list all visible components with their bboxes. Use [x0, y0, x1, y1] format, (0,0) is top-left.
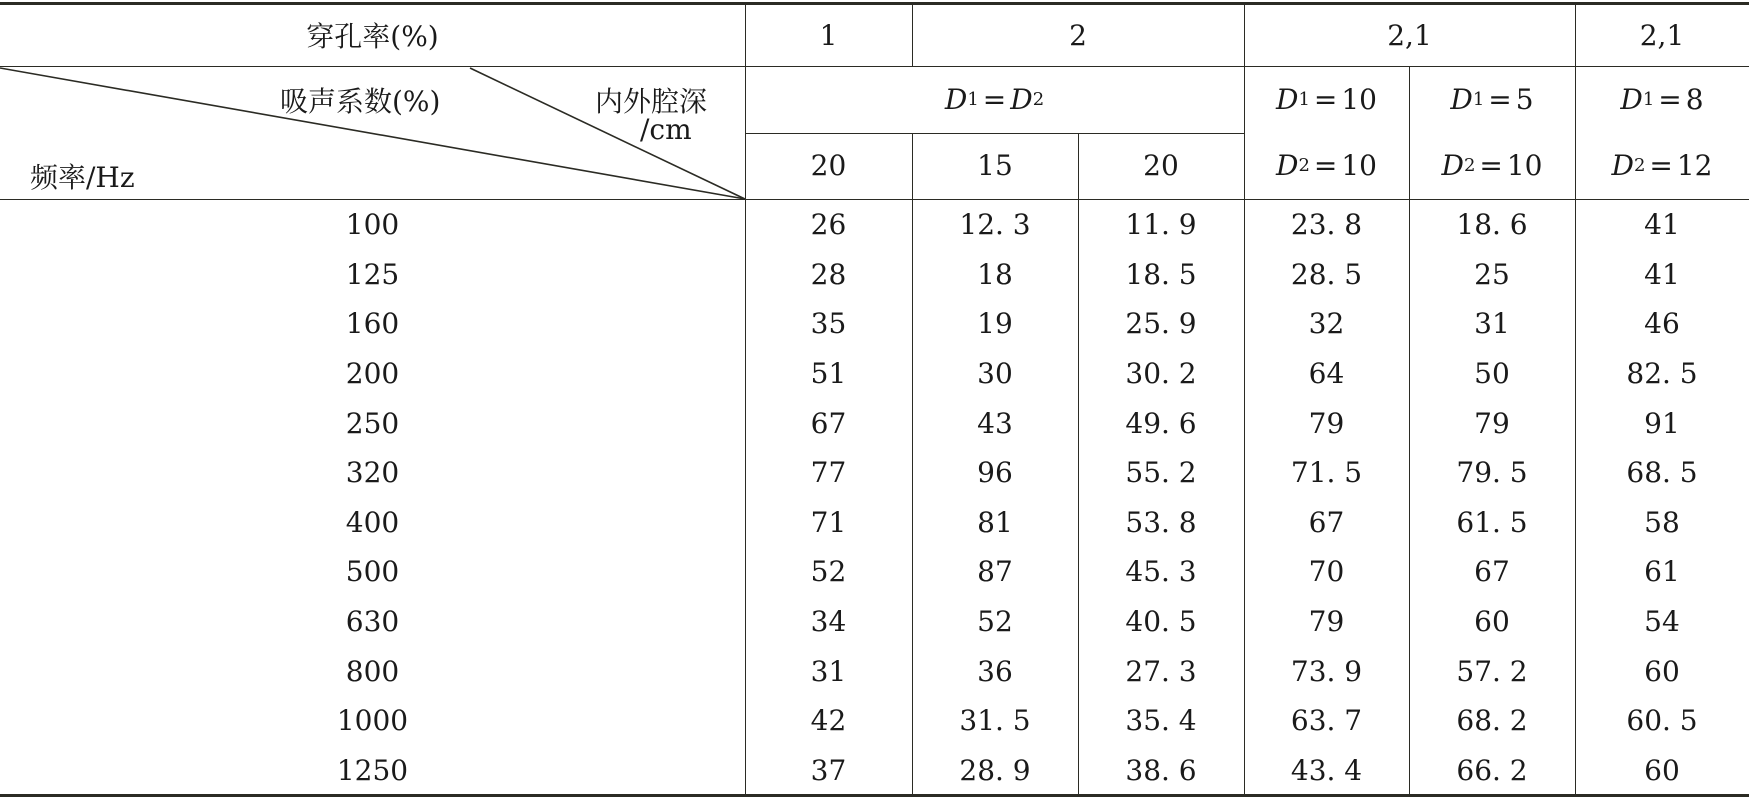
value-cell: 82. 5 [1626, 357, 1698, 391]
value-cell: 71 [810, 505, 847, 539]
frequency-cell: 160 [345, 307, 400, 341]
value-cell: 73. 9 [1290, 654, 1363, 688]
d-value: 10 [1506, 148, 1543, 182]
header-cavity-label: 内外腔深 [595, 85, 708, 118]
value-cell: 30 [977, 357, 1013, 391]
d2-symbol: D [1010, 82, 1033, 116]
value-cell: 91 [1644, 406, 1680, 440]
value-cell: 60 [1644, 753, 1680, 787]
value-cell: 64 [1308, 357, 1345, 391]
equals-sign: = [1479, 148, 1503, 182]
value-cell: 18. 5 [1125, 257, 1197, 291]
frequency-cell: 1000 [336, 704, 409, 738]
value-cell: 63. 7 [1290, 704, 1363, 738]
value-cell: 28 [810, 257, 847, 291]
frequency-cell: 320 [345, 456, 400, 490]
value-cell: 31 [1474, 307, 1510, 341]
frequency-cell: 125 [345, 257, 400, 291]
value-cell: 60 [1474, 605, 1510, 639]
value-cell: 35. 4 [1125, 704, 1197, 738]
value-cell: 27. 3 [1125, 654, 1197, 688]
equals-sign: = [1658, 82, 1682, 116]
value-cell: 61. 5 [1456, 505, 1528, 539]
value-cell: 58 [1644, 505, 1680, 539]
value-cell: 60 [1644, 654, 1680, 688]
value-cell: 70 [1308, 555, 1345, 589]
value-cell: 25 [1474, 257, 1510, 291]
value-cell: 23. 8 [1290, 208, 1363, 242]
value-cell: 43 [977, 406, 1013, 440]
value-cell: 12. 3 [959, 208, 1031, 242]
value-cell: 60. 5 [1626, 704, 1698, 738]
value-cell: 34 [810, 605, 847, 639]
value-cell: 54 [1644, 605, 1680, 639]
value-cell: 77 [810, 456, 847, 490]
header-perforation-label: 穿孔率(%) [306, 20, 439, 53]
value-cell: 67 [1308, 505, 1345, 539]
value-cell: 68. 5 [1626, 456, 1698, 490]
value-cell: 32 [1308, 307, 1345, 341]
equals-sign: = [1313, 82, 1338, 116]
frequency-cell: 630 [345, 605, 400, 639]
header-frequency-label: 频率/Hz [30, 161, 135, 194]
value-cell: 28. 5 [1290, 257, 1363, 291]
header-group-4: 2,1 [1639, 18, 1685, 52]
d1-symbol: D [944, 82, 968, 116]
value-cell: 31. 5 [959, 704, 1031, 738]
d-subscript: 1 [1642, 88, 1655, 110]
value-cell: 67 [810, 406, 847, 440]
value-cell: 46 [1644, 307, 1680, 341]
header-group-3: 2,1 [1387, 18, 1432, 52]
value-cell: 96 [977, 456, 1013, 490]
value-cell: 35 [810, 307, 847, 341]
value-cell: 87 [977, 555, 1013, 589]
d-subscript: 2 [1633, 154, 1646, 176]
d-value: 10 [1341, 82, 1377, 116]
value-cell: 67 [1474, 555, 1510, 589]
equals-sign: = [1488, 82, 1512, 116]
value-cell: 55. 2 [1125, 456, 1197, 490]
d-subscript: 2 [1463, 154, 1476, 176]
value-cell: 18 [977, 257, 1013, 291]
header-group-2: 2 [1069, 18, 1087, 52]
d1-subscript: 1 [967, 88, 979, 110]
value-cell: 26 [810, 208, 847, 242]
value-cell: 53. 8 [1125, 505, 1197, 539]
header-depth-2: 15 [977, 148, 1013, 182]
equals-sign: = [982, 82, 1007, 116]
value-cell: 40. 5 [1125, 605, 1197, 639]
value-cell: 81 [977, 505, 1013, 539]
value-cell: 61 [1644, 555, 1680, 589]
d-symbol: D [1611, 148, 1634, 182]
d-value: 12 [1676, 148, 1713, 182]
value-cell: 57. 2 [1456, 654, 1528, 688]
d-value: 8 [1685, 82, 1704, 116]
value-cell: 31 [810, 654, 847, 688]
d-symbol: D [1441, 148, 1464, 182]
value-cell: 25. 9 [1125, 307, 1197, 341]
value-cell: 11. 9 [1125, 208, 1197, 242]
frequency-cell: 500 [345, 555, 400, 589]
value-cell: 52 [977, 605, 1013, 639]
header-group-1: 1 [819, 18, 838, 52]
value-cell: 79 [1308, 605, 1345, 639]
d-symbol: D [1275, 82, 1299, 116]
value-cell: 36 [977, 654, 1013, 688]
d-subscript: 2 [1298, 154, 1310, 176]
frequency-cell: 200 [345, 357, 400, 391]
value-cell: 66. 2 [1456, 753, 1528, 787]
d-value: 10 [1341, 148, 1377, 182]
value-cell: 79 [1474, 406, 1510, 440]
d2-subscript: 2 [1032, 88, 1045, 110]
header-depth-3: 20 [1143, 148, 1179, 182]
header-depth-1: 20 [810, 148, 847, 182]
frequency-cell: 1250 [336, 753, 409, 787]
value-cell: 50 [1474, 357, 1510, 391]
d-symbol: D [1620, 82, 1643, 116]
value-cell: 30. 2 [1125, 357, 1197, 391]
header-absorption-label: 吸声系数(%) [280, 85, 441, 118]
value-cell: 42 [810, 704, 847, 738]
value-cell: 41 [1644, 208, 1680, 242]
diagonal-line-1 [0, 68, 745, 199]
d-subscript: 1 [1298, 88, 1310, 110]
value-cell: 49. 6 [1125, 406, 1197, 440]
value-cell: 41 [1644, 257, 1680, 291]
frequency-cell: 100 [345, 208, 400, 242]
d-subscript: 1 [1472, 88, 1485, 110]
value-cell: 79. 5 [1456, 456, 1528, 490]
d-symbol: D [1450, 82, 1473, 116]
value-cell: 38. 6 [1125, 753, 1197, 787]
value-cell: 52 [810, 555, 847, 589]
equals-sign: = [1649, 148, 1673, 182]
value-cell: 43. 4 [1290, 753, 1363, 787]
value-cell: 45. 3 [1125, 555, 1197, 589]
frequency-cell: 800 [345, 654, 400, 688]
diagonal-line-2 [470, 68, 745, 199]
equals-sign: = [1313, 148, 1338, 182]
value-cell: 71. 5 [1290, 456, 1363, 490]
frequency-cell: 250 [345, 406, 400, 440]
value-cell: 79 [1308, 406, 1345, 440]
value-cell: 18. 6 [1456, 208, 1528, 242]
d-value: 5 [1515, 82, 1534, 116]
value-cell: 51 [810, 357, 847, 391]
value-cell: 68. 2 [1456, 704, 1528, 738]
frequency-cell: 400 [345, 505, 400, 539]
d-symbol: D [1275, 148, 1299, 182]
value-cell: 28. 9 [959, 753, 1031, 787]
value-cell: 37 [810, 753, 847, 787]
value-cell: 19 [977, 307, 1013, 341]
header-cavity-unit: /cm [640, 112, 692, 146]
